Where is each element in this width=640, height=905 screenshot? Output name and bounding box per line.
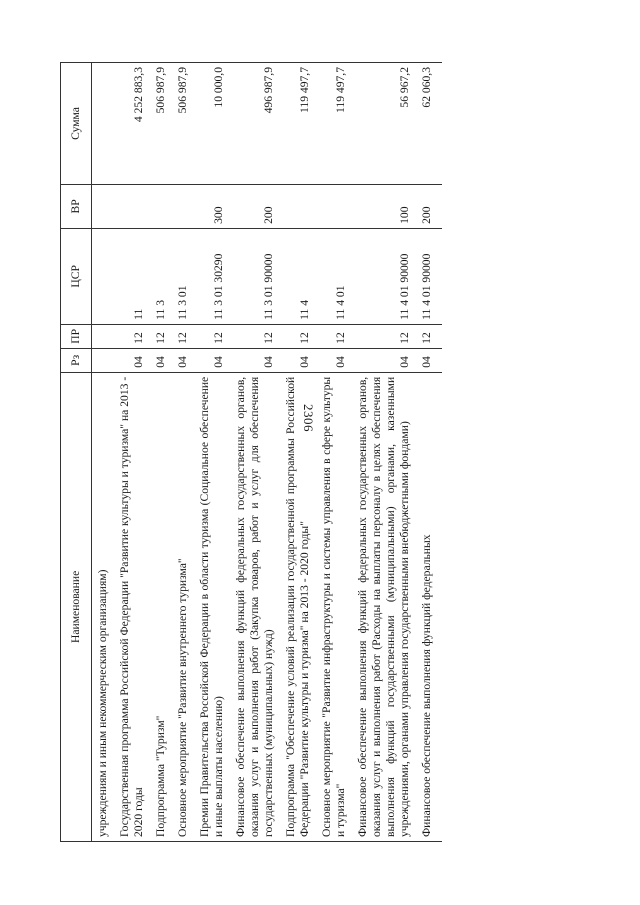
table-header-row [61,63,92,842]
cell-name: Основное мероприятие "Развитие внутреннего туризма" [173,372,195,841]
table-row [115,63,151,842]
table-row [417,63,442,842]
cell-sum: 56 967,2 [353,63,417,185]
budget-table-container [60,62,580,842]
cell-vr [173,184,195,228]
cell-name: Государственная программа Российской Федерации "Развитие культуры и туризма" на 2013 - 2020 годы [115,372,151,841]
cell-pr: 12 [151,324,173,348]
cell-rz: 04 [115,348,151,372]
cell-sum: 506 987,9 [173,63,195,185]
cell-name: Подпрограмма "Туризм" [151,372,173,841]
cell-csr: 11 4 01 90000 [417,228,442,324]
cell-csr: 11 3 [151,228,173,324]
header-vr: ВР [61,184,92,228]
cell-pr: 12 [173,324,195,348]
cell-sum: 496 987,9 [231,63,281,185]
cell-name: учреждениям и иным некоммерческим организациям) [92,372,116,841]
cell-csr: 11 4 01 90000 [353,228,417,324]
cell-rz: 04 [281,348,317,372]
cell-name: Подпрограмма "Обеспечение условий реализации государственной программы Российской Федерации "Развитие культуры и туризма" на 2013 - 2020 годы" [281,372,317,841]
cell-csr: 11 3 01 [173,228,195,324]
cell-rz: 04 [173,348,195,372]
cell-rz [92,348,116,372]
table-row [317,63,353,842]
table-body [92,63,443,842]
cell-sum: 119 497,7 [281,63,317,185]
cell-vr: 200 [417,184,442,228]
cell-vr: 100 [353,184,417,228]
cell-vr: 200 [231,184,281,228]
cell-name: Основное мероприятие "Развитие инфраструктуры и системы управления в сфере культуры и туризма" [317,372,353,841]
cell-rz: 04 [353,348,417,372]
cell-csr [92,228,116,324]
cell-pr: 12 [281,324,317,348]
cell-pr: 12 [231,324,281,348]
cell-csr: 11 4 [281,228,317,324]
cell-vr [281,184,317,228]
cell-vr [151,184,173,228]
cell-pr: 12 [353,324,417,348]
cell-name: Премии Правительства Российской Федерации в области туризма (Социальное обеспечение и иные выплаты населению) [195,372,231,841]
cell-vr [92,184,116,228]
cell-vr [115,184,151,228]
cell-sum: 4 252 883,3 [115,63,151,185]
cell-pr: 12 [195,324,231,348]
cell-rz: 04 [195,348,231,372]
cell-csr: 11 3 01 90000 [231,228,281,324]
cell-pr: 12 [417,324,442,348]
cell-csr: 11 [115,228,151,324]
cell-rz: 04 [231,348,281,372]
table-row [195,63,231,842]
cell-sum: 119 497,7 [317,63,353,185]
table-row [151,63,173,842]
cell-sum [92,63,116,185]
cell-csr: 11 4 01 [317,228,353,324]
page-number: 2306 [301,404,316,432]
cell-rz: 04 [151,348,173,372]
header-csr: ЦСР [61,228,92,324]
header-rz: Рз [61,348,92,372]
header-sum: Сумма [61,63,92,185]
table-row [353,63,417,842]
cell-name: Финансовое обеспечение выполнения функций федеральных государственных органов, оказания услуг и выполнения работ (Закупка товаров, работ и услуг для обеспечения государственных (муниципальных) нужд) [231,372,281,841]
table-row [173,63,195,842]
cell-csr: 11 3 01 30290 [195,228,231,324]
cell-sum: 10 000,0 [195,63,231,185]
budget-table [60,62,442,842]
table-row [92,63,116,842]
table-row [231,63,281,842]
table-row [281,63,317,842]
cell-pr [92,324,116,348]
cell-rz: 04 [317,348,353,372]
cell-name: Финансовое обеспечение выполнения функций федеральных [417,372,442,841]
cell-vr: 300 [195,184,231,228]
cell-pr: 12 [317,324,353,348]
cell-pr: 12 [115,324,151,348]
cell-vr [317,184,353,228]
header-pr: ПР [61,324,92,348]
cell-sum: 62 060,3 [417,63,442,185]
cell-name: Финансовое обеспечение выполнения функций федеральных государственных органов, оказания услуг и выполнения работ (Расходы на выплаты персоналу в целях обеспечения выполнения функций государственными (муниципальными) органами, казенными учреждениями, органами управления государственными внебюджетными фондами) [353,372,417,841]
header-name: Наименование [61,372,92,841]
cell-rz: 04 [417,348,442,372]
cell-sum: 506 987,9 [151,63,173,185]
